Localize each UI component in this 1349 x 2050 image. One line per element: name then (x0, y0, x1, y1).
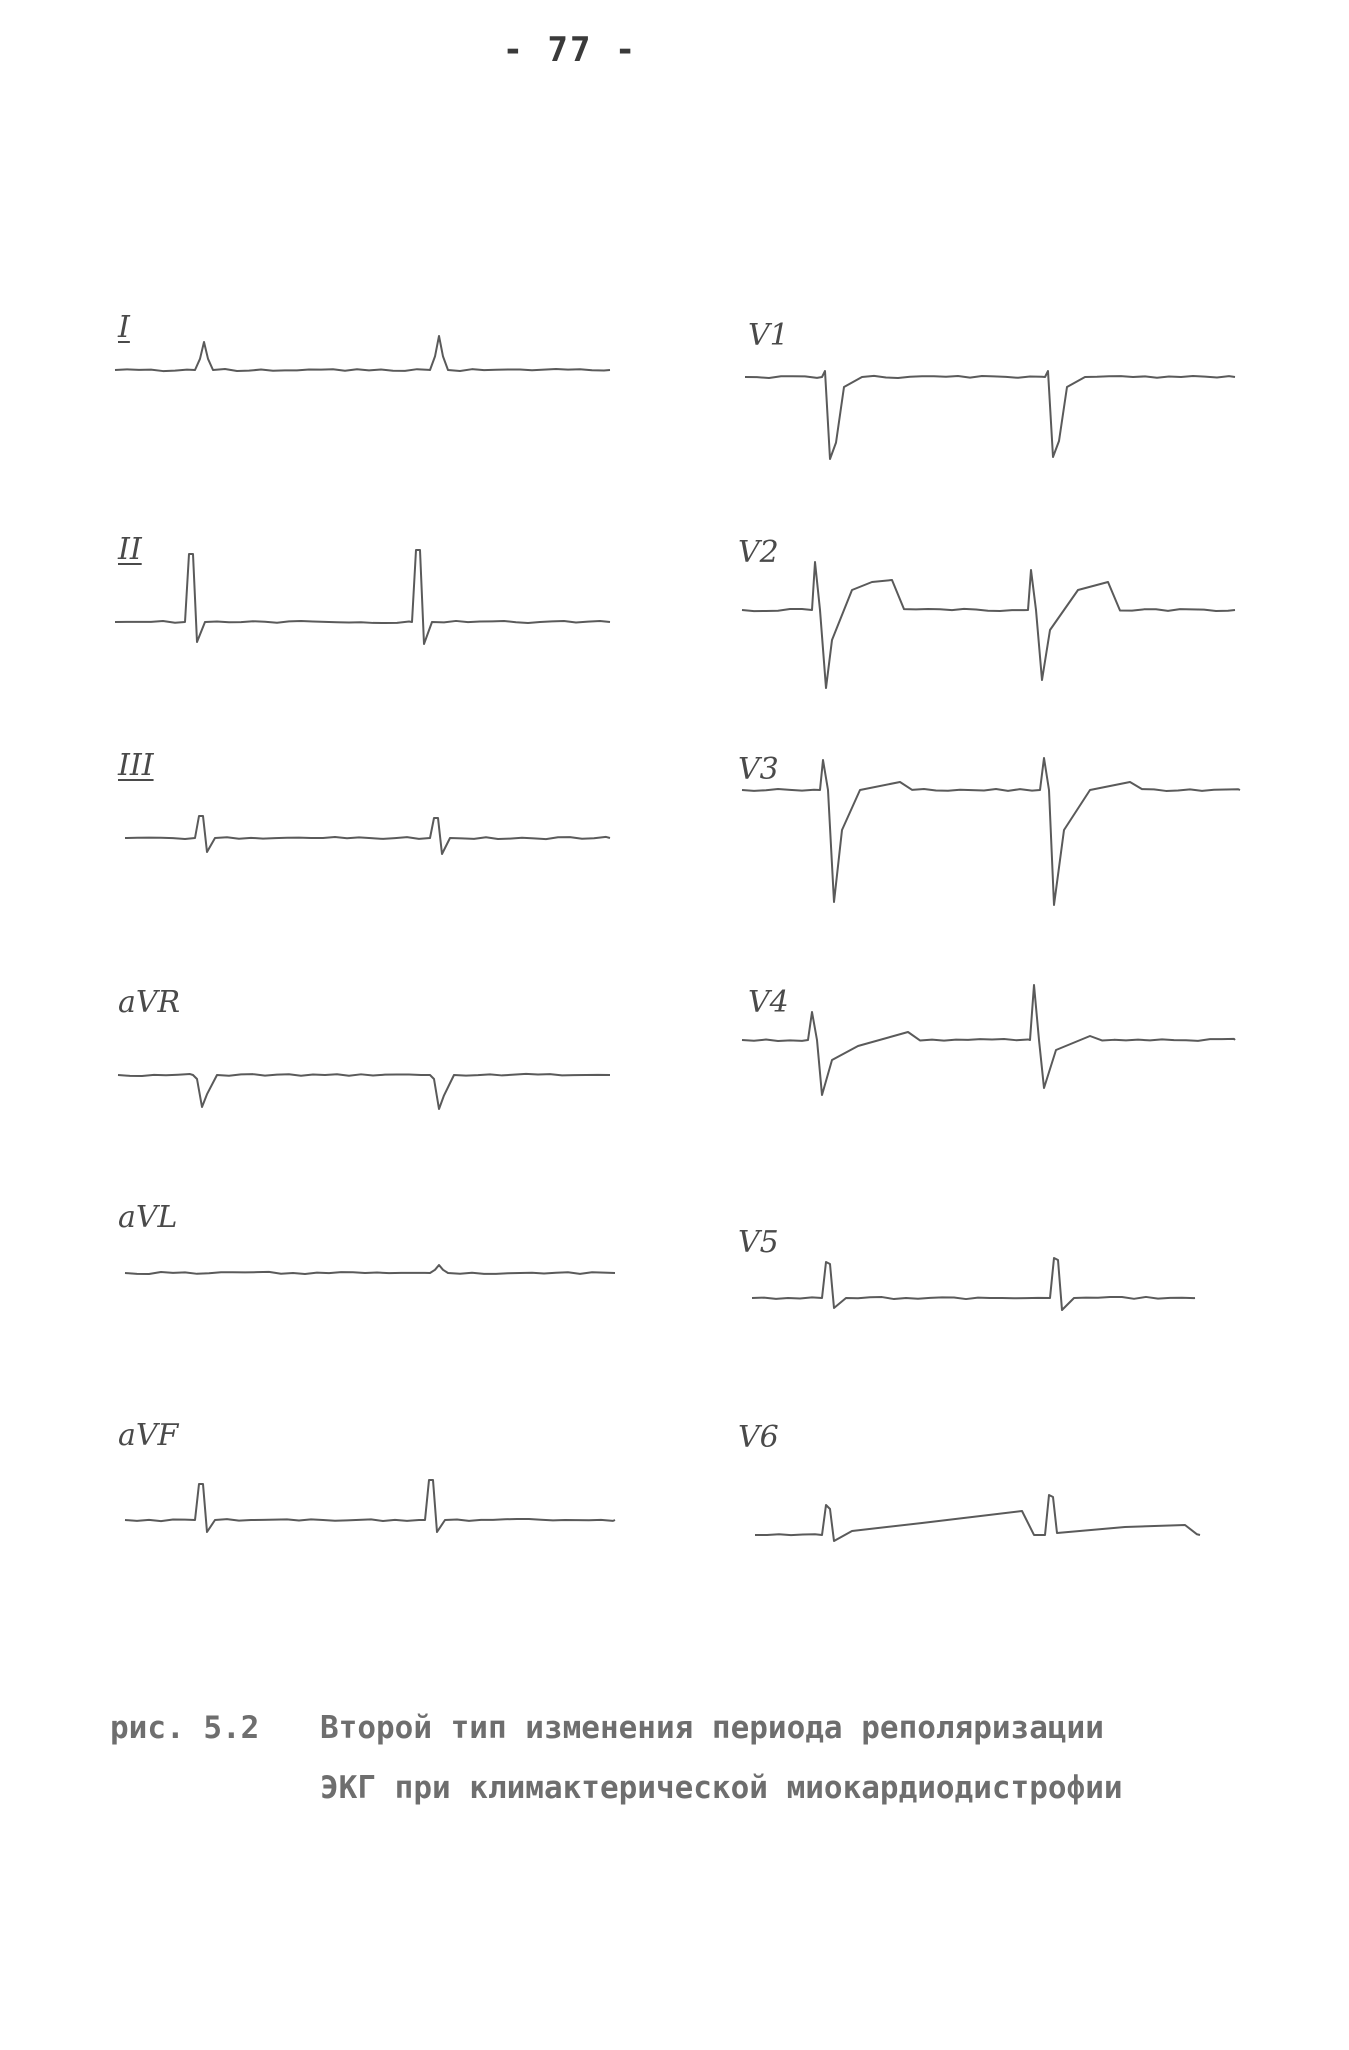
ecg-trace-V3 (742, 758, 1240, 905)
ecg-trace-II (115, 550, 610, 644)
lead-label-aVL: aVL (118, 1200, 178, 1235)
page-number: - 77 - (502, 30, 638, 70)
lead-label-V1: V1 (748, 318, 789, 353)
ecg-trace-V2 (742, 562, 1235, 688)
ecg-trace-V1 (745, 371, 1235, 459)
lead-label-III: III (118, 748, 154, 783)
lead-label-V4: V4 (748, 985, 789, 1020)
caption-line-2: ЭКГ при климактерической миокардиодистрофии (320, 1770, 1123, 1806)
ecg-trace-aVF (125, 1480, 615, 1532)
ecg-trace-V5 (752, 1258, 1195, 1310)
ecg-trace-aVL (125, 1265, 615, 1274)
lead-label-V5: V5 (738, 1225, 779, 1260)
lead-label-aVF: aVF (118, 1418, 179, 1453)
ecg-trace-V6 (755, 1495, 1200, 1541)
lead-label-aVR: aVR (118, 985, 181, 1020)
lead-label-I: I (118, 310, 130, 345)
ecg-trace-III (125, 816, 610, 854)
ecg-trace-aVR (118, 1074, 610, 1109)
caption-line-1: Второй тип изменения периода реполяризации (320, 1710, 1104, 1746)
lead-label-V3: V3 (738, 752, 779, 787)
ecg-trace-V4 (742, 985, 1235, 1095)
figure-ref: рис. 5.2 (110, 1710, 260, 1746)
lead-label-II: II (118, 532, 142, 567)
lead-label-V6: V6 (738, 1420, 779, 1455)
lead-label-V2: V2 (738, 535, 779, 570)
ecg-trace-I (115, 336, 610, 371)
